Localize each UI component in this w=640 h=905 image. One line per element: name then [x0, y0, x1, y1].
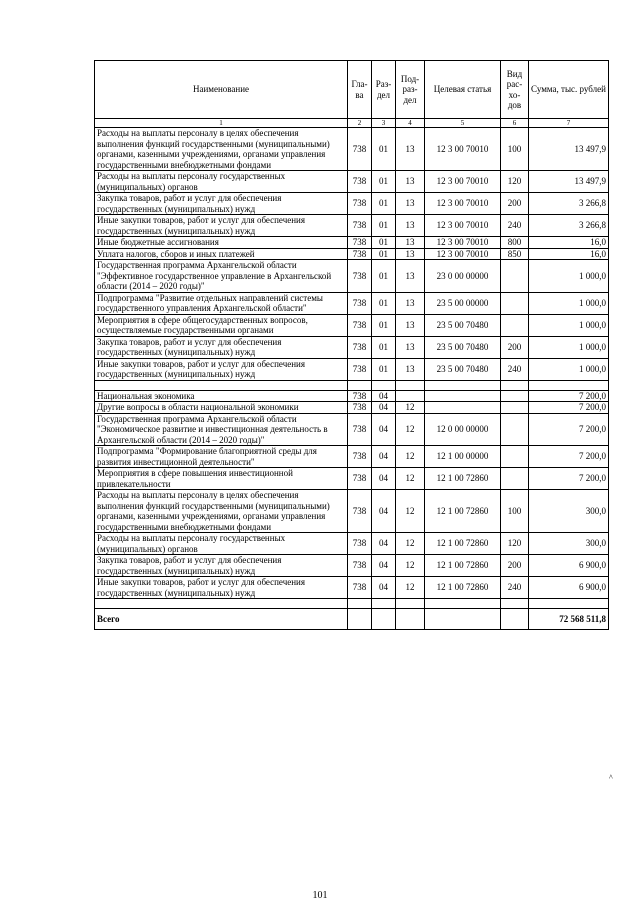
- spacer-row: [95, 380, 609, 390]
- spacer-row: [95, 599, 609, 609]
- cell-razdel: 04: [372, 446, 396, 468]
- cell-razdel: 01: [372, 248, 396, 260]
- cell-statya: 23 5 00 70480: [425, 336, 501, 358]
- column-number: 2: [348, 119, 372, 128]
- cell-podrazdel: 13: [396, 358, 425, 380]
- cell-name: Расходы на выплаты персоналу государственных (муниципальных) органов: [95, 533, 348, 555]
- cell-podrazdel: 12: [396, 402, 425, 414]
- cell-statya: 12 3 00 70010: [425, 215, 501, 237]
- header-name: Наименование: [95, 61, 348, 119]
- header-podrazdel: Под- раз- дел: [396, 61, 425, 119]
- table-body: [95, 128, 609, 609]
- cell-name: Национальная экономика: [95, 390, 348, 402]
- cell-name: Государственная программа Архангельской области "Эффективное государственное управление в Архангельской области (2014 – 2020 годы)": [95, 260, 348, 293]
- table-row: [95, 314, 609, 336]
- cell-vid: 200: [501, 555, 529, 577]
- cell-glava: 738: [348, 490, 372, 533]
- cell-vid: [501, 292, 529, 314]
- cell-razdel: 01: [372, 336, 396, 358]
- cell-podrazdel: 12: [396, 533, 425, 555]
- cell-glava: 738: [348, 193, 372, 215]
- cell-podrazdel: 12: [396, 468, 425, 490]
- cell-name: Закупка товаров, работ и услуг для обеспечения государственных (муниципальных) нужд: [95, 193, 348, 215]
- cell-podrazdel: 13: [396, 314, 425, 336]
- cell-razdel: 04: [372, 413, 396, 446]
- cell-podrazdel: 12: [396, 555, 425, 577]
- total-empty-cell: [425, 609, 501, 630]
- header-summa: Сумма, тыс. рублей: [529, 61, 609, 119]
- cell-name: Расходы на выплаты персоналу государственных (муниципальных) органов: [95, 171, 348, 193]
- cell-razdel: 01: [372, 358, 396, 380]
- total-summa: 72 568 511,8: [529, 609, 609, 630]
- cell-podrazdel: [396, 390, 425, 402]
- cell-name: Государственная программа Архангельской области "Экономическое развитие и инвестиционная деятельность в Архангельской области (2014 – 2020 годы)": [95, 413, 348, 446]
- column-number: 5: [425, 119, 501, 128]
- cell-vid: 120: [501, 533, 529, 555]
- cell-name: Уплата налогов, сборов и иных платежей: [95, 248, 348, 260]
- cell-summa: 6 900,0: [529, 555, 609, 577]
- cell-statya: 23 0 00 00000: [425, 260, 501, 293]
- cell-razdel: 04: [372, 390, 396, 402]
- cell-razdel: 01: [372, 314, 396, 336]
- column-number: 6: [501, 119, 529, 128]
- header-row: [95, 61, 609, 119]
- cell-razdel: [372, 380, 396, 390]
- cell-razdel: 04: [372, 577, 396, 599]
- cell-name: Иные закупки товаров, работ и услуг для обеспечения государственных (муниципальных) нужд: [95, 358, 348, 380]
- cell-name: Расходы на выплаты персоналу в целях обеспечения выполнения функций государственными (муниципальными) органами, казенными учреждениями, органами управления государственными внебюджетными фондами: [95, 490, 348, 533]
- cell-vid: [501, 413, 529, 446]
- cell-podrazdel: 12: [396, 577, 425, 599]
- cell-name: Другие вопросы в области национальной экономики: [95, 402, 348, 414]
- budget-table: [94, 60, 609, 630]
- cell-summa: 16,0: [529, 237, 609, 249]
- cell-summa: 13 497,9: [529, 171, 609, 193]
- cell-glava: 738: [348, 237, 372, 249]
- cell-statya: 12 3 00 70010: [425, 193, 501, 215]
- cell-podrazdel: [396, 599, 425, 609]
- cell-razdel: 01: [372, 292, 396, 314]
- cell-summa: 1 000,0: [529, 260, 609, 293]
- column-number: 1: [95, 119, 348, 128]
- cell-vid: 120: [501, 171, 529, 193]
- table-row: [95, 215, 609, 237]
- cell-podrazdel: [396, 380, 425, 390]
- table-row: [95, 336, 609, 358]
- cell-name: Иные бюджетные ассигнования: [95, 237, 348, 249]
- cell-vid: 200: [501, 193, 529, 215]
- cell-podrazdel: 12: [396, 413, 425, 446]
- cell-summa: 1 000,0: [529, 292, 609, 314]
- cell-podrazdel: 12: [396, 490, 425, 533]
- cell-glava: [348, 380, 372, 390]
- table-row: [95, 490, 609, 533]
- cell-vid: 240: [501, 358, 529, 380]
- table-row: [95, 533, 609, 555]
- table-row: [95, 446, 609, 468]
- cell-glava: 738: [348, 128, 372, 171]
- column-number: 7: [529, 119, 609, 128]
- cell-statya: 23 5 00 70480: [425, 358, 501, 380]
- cell-glava: 738: [348, 533, 372, 555]
- cell-podrazdel: 13: [396, 292, 425, 314]
- table-row: [95, 128, 609, 171]
- cell-statya: 12 3 00 70010: [425, 171, 501, 193]
- cell-statya: 12 3 00 70010: [425, 248, 501, 260]
- cell-glava: 738: [348, 413, 372, 446]
- cell-vid: [501, 446, 529, 468]
- header-statya: Целевая статья: [425, 61, 501, 119]
- cell-vid: 100: [501, 490, 529, 533]
- cell-vid: 100: [501, 128, 529, 171]
- cell-name: Подпрограмма "Развитие отдельных направлений системы государственного управления Архангельской области": [95, 292, 348, 314]
- cell-vid: [501, 390, 529, 402]
- table-row: [95, 402, 609, 414]
- cell-vid: 240: [501, 215, 529, 237]
- cell-podrazdel: 12: [396, 446, 425, 468]
- table-row: [95, 577, 609, 599]
- trailing-mark: ^: [609, 773, 613, 782]
- total-empty-cell: [501, 609, 529, 630]
- cell-summa: 1 000,0: [529, 314, 609, 336]
- cell-summa: 7 200,0: [529, 390, 609, 402]
- cell-vid: [501, 380, 529, 390]
- cell-razdel: 04: [372, 402, 396, 414]
- table-row: [95, 468, 609, 490]
- cell-summa: [529, 380, 609, 390]
- table-row: [95, 248, 609, 260]
- cell-statya: 12 1 00 00000: [425, 446, 501, 468]
- cell-glava: 738: [348, 248, 372, 260]
- cell-summa: 3 266,8: [529, 193, 609, 215]
- cell-summa: 7 200,0: [529, 468, 609, 490]
- table-row: [95, 413, 609, 446]
- cell-summa: 7 200,0: [529, 413, 609, 446]
- cell-name: [95, 380, 348, 390]
- cell-statya: 12 1 00 72860: [425, 468, 501, 490]
- table-row: [95, 260, 609, 293]
- table-row: [95, 390, 609, 402]
- cell-statya: 12 1 00 72860: [425, 490, 501, 533]
- cell-summa: 7 200,0: [529, 446, 609, 468]
- cell-vid: 200: [501, 336, 529, 358]
- cell-razdel: 01: [372, 237, 396, 249]
- cell-name: Подпрограмма "Формирование благоприятной среды для развития инвестиционной деятельности": [95, 446, 348, 468]
- cell-glava: 738: [348, 215, 372, 237]
- cell-glava: 738: [348, 336, 372, 358]
- cell-glava: 738: [348, 577, 372, 599]
- cell-statya: 12 1 00 72860: [425, 533, 501, 555]
- cell-vid: 800: [501, 237, 529, 249]
- cell-summa: 6 900,0: [529, 577, 609, 599]
- cell-statya: 12 3 00 70010: [425, 128, 501, 171]
- total-empty-cell: [372, 609, 396, 630]
- cell-name: Мероприятия в сфере повышения инвестиционной привлекательности: [95, 468, 348, 490]
- cell-razdel: 04: [372, 490, 396, 533]
- table-row: [95, 171, 609, 193]
- total-label: Всего: [95, 609, 348, 630]
- cell-podrazdel: 13: [396, 128, 425, 171]
- cell-podrazdel: 13: [396, 215, 425, 237]
- column-number-row: [95, 119, 609, 128]
- cell-summa: 3 266,8: [529, 215, 609, 237]
- cell-vid: [501, 468, 529, 490]
- cell-name: Мероприятия в сфере общегосударственных вопросов, осуществляемые государственными органами: [95, 314, 348, 336]
- cell-razdel: [372, 599, 396, 609]
- cell-glava: 738: [348, 292, 372, 314]
- cell-vid: [501, 314, 529, 336]
- cell-statya: 12 0 00 00000: [425, 413, 501, 446]
- cell-statya: 12 1 00 72860: [425, 577, 501, 599]
- cell-summa: 300,0: [529, 490, 609, 533]
- cell-vid: 850: [501, 248, 529, 260]
- cell-name: Расходы на выплаты персоналу в целях обеспечения выполнения функций государственными (муниципальными) органами, казенными учреждениями, органами управления государственными внебюджетными фондами: [95, 128, 348, 171]
- cell-vid: 240: [501, 577, 529, 599]
- cell-statya: [425, 599, 501, 609]
- cell-glava: 738: [348, 468, 372, 490]
- cell-glava: 738: [348, 314, 372, 336]
- cell-statya: [425, 380, 501, 390]
- cell-summa: 300,0: [529, 533, 609, 555]
- cell-razdel: 04: [372, 555, 396, 577]
- cell-summa: 1 000,0: [529, 358, 609, 380]
- cell-podrazdel: 13: [396, 237, 425, 249]
- table-row: [95, 193, 609, 215]
- cell-glava: 738: [348, 260, 372, 293]
- cell-summa: 1 000,0: [529, 336, 609, 358]
- header-razdel: Раз- дел: [372, 61, 396, 119]
- cell-statya: 23 5 00 70480: [425, 314, 501, 336]
- cell-vid: [501, 260, 529, 293]
- cell-glava: [348, 599, 372, 609]
- cell-summa: [529, 599, 609, 609]
- cell-name: Закупка товаров, работ и услуг для обеспечения государственных (муниципальных) нужд: [95, 555, 348, 577]
- table-row: [95, 358, 609, 380]
- cell-glava: 738: [348, 358, 372, 380]
- total-row: [95, 609, 609, 630]
- cell-razdel: 01: [372, 171, 396, 193]
- table-row: [95, 237, 609, 249]
- cell-podrazdel: 13: [396, 336, 425, 358]
- cell-name: [95, 599, 348, 609]
- header-vid: Вид рас- хо- дов: [501, 61, 529, 119]
- cell-glava: 738: [348, 446, 372, 468]
- cell-podrazdel: 13: [396, 171, 425, 193]
- cell-podrazdel: 13: [396, 193, 425, 215]
- cell-razdel: 01: [372, 193, 396, 215]
- table-row: [95, 292, 609, 314]
- total-empty-cell: [348, 609, 372, 630]
- cell-statya: 12 3 00 70010: [425, 237, 501, 249]
- cell-statya: [425, 390, 501, 402]
- cell-statya: 23 5 00 00000: [425, 292, 501, 314]
- cell-statya: 12 1 00 72860: [425, 555, 501, 577]
- cell-podrazdel: 13: [396, 248, 425, 260]
- cell-name: Закупка товаров, работ и услуг для обеспечения государственных (муниципальных) нужд: [95, 336, 348, 358]
- page-number: 101: [312, 890, 328, 901]
- cell-razdel: 01: [372, 215, 396, 237]
- cell-podrazdel: 13: [396, 260, 425, 293]
- cell-glava: 738: [348, 555, 372, 577]
- cell-name: Иные закупки товаров, работ и услуг для обеспечения государственных (муниципальных) нужд: [95, 215, 348, 237]
- table-row: [95, 555, 609, 577]
- cell-name: Иные закупки товаров, работ и услуг для обеспечения государственных (муниципальных) нужд: [95, 577, 348, 599]
- cell-statya: [425, 402, 501, 414]
- cell-vid: [501, 402, 529, 414]
- cell-glava: 738: [348, 171, 372, 193]
- cell-razdel: 04: [372, 468, 396, 490]
- cell-razdel: 04: [372, 533, 396, 555]
- cell-razdel: 01: [372, 128, 396, 171]
- cell-glava: 738: [348, 390, 372, 402]
- cell-razdel: 01: [372, 260, 396, 293]
- cell-vid: [501, 599, 529, 609]
- total-empty-cell: [396, 609, 425, 630]
- cell-summa: 13 497,9: [529, 128, 609, 171]
- column-number: 3: [372, 119, 396, 128]
- header-glava: Гла- ва: [348, 61, 372, 119]
- column-number: 4: [396, 119, 425, 128]
- cell-glava: 738: [348, 402, 372, 414]
- cell-summa: 16,0: [529, 248, 609, 260]
- cell-summa: 7 200,0: [529, 402, 609, 414]
